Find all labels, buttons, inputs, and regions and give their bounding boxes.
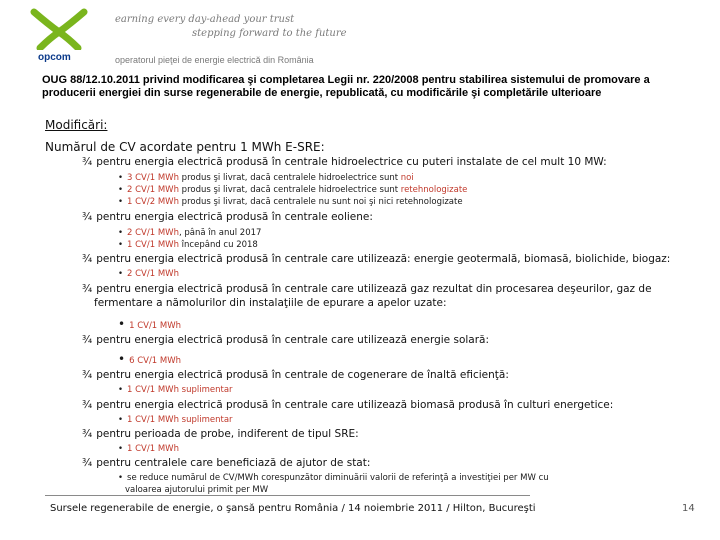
list-item (82, 156, 607, 168)
sub-item-text: , până în anul 2017 (178, 228, 262, 238)
quarter-marker: ¾ (82, 253, 93, 265)
cv-value: 3 CV/1 MWh (127, 173, 179, 183)
bullet: • (118, 240, 124, 250)
footer-text: Sursele regenerabile de energie, o şansă pentru România / 14 noiembrie 2011 / Hilton, Bucureşti (50, 503, 536, 514)
bullet: • (118, 444, 124, 454)
cv-value: 1 CV/2 MWh (127, 197, 179, 207)
sub-item-text-continued: valoarea ajutorului primit per MW (125, 485, 269, 495)
cv-value: 1 CV/1 MWh (129, 321, 182, 331)
tagline-2: stepping forward to the future (192, 28, 347, 39)
sub-item-text: produs şi livrat, dacă centralele nu sunt noi şi nici retehnologizate (178, 197, 463, 207)
sub-item-text: se reduce numărul de CV/MWh corespunzător diminuării valorii de referinţă a investiţiei per MW cu (127, 473, 549, 483)
item-text: pentru energia electrică produsă în centrale care utilizează biomasă produsă în culturi energetice: (96, 399, 614, 411)
cv-value: 2 CV/1 MWh (127, 269, 179, 279)
list-item (82, 428, 359, 440)
cv-value: 2 CV/1 MWh (127, 228, 179, 238)
item-text: pentru perioada de probe, indiferent de tipul SRE: (96, 428, 359, 440)
list-item (82, 253, 670, 265)
section-heading: Numărul de CV acordate pentru 1 MWh E-SRE: (45, 140, 325, 154)
footer-divider (45, 495, 530, 496)
bullet: • (118, 173, 124, 183)
slide-title: OUG 88/12.10.2011 privind modificarea şi completarea Legii nr. 220/2008 pentru stabilirea sistemului de promovare a producerii energiei din surse regenerabile de energie, republicată, cu modificările şi completările ulterioare (42, 74, 650, 99)
bullet: • (118, 415, 124, 425)
sub-list-item (118, 173, 414, 183)
sub-list-item (118, 228, 261, 238)
cv-value: 1 CV/1 MWh suplimentar (127, 385, 233, 395)
header-subtitle: operatorul pieţei de energie electrică din România (115, 55, 314, 65)
sub-list-item (118, 317, 181, 331)
item-text: pentru energia electrică produsă în centrale de cogenerare de înaltă eficienţă: (96, 369, 509, 381)
quarter-marker: ¾ (82, 334, 93, 346)
quarter-marker: ¾ (82, 428, 93, 440)
list-item (82, 211, 373, 223)
list-item (82, 399, 613, 411)
sub-list-item (118, 269, 179, 279)
item-text: pentru energia electrică produsă în centrale care utilizează gaz rezultat din procesarea deşeurilor, gaz de (96, 283, 652, 295)
sub-list-item (118, 415, 233, 425)
sub-list-item (118, 385, 233, 395)
quarter-marker: ¾ (82, 156, 93, 168)
page-number: 14 (682, 503, 695, 514)
item-text: pentru energia electrică produsă în centrale care utilizează: energie geotermală, biomasă, biolichide, biogaz: (96, 253, 671, 265)
bullet: • (118, 269, 124, 279)
bullet: • (118, 317, 126, 331)
bullet: • (118, 228, 124, 238)
item-text: pentru energia electrică produsă în centrale care utilizează energie solară: (96, 334, 490, 346)
logo (30, 8, 88, 50)
modificari-heading: Modificări: (45, 118, 108, 132)
quarter-marker: ¾ (82, 283, 93, 295)
opcom-logo-icon (30, 8, 88, 50)
cv-value: 6 CV/1 MWh (129, 356, 182, 366)
sub-list-item (118, 240, 258, 250)
sub-list-item (118, 185, 467, 195)
list-item (82, 334, 489, 346)
quarter-marker: ¾ (82, 399, 93, 411)
bullet: • (118, 185, 124, 195)
bullet: • (118, 473, 124, 483)
item-text-continued: fermentare a nămolurilor din instalaţiile de epurare a apelor uzate: (94, 297, 447, 309)
sub-item-text: produs şi livrat, dacă centralele hidroelectrice sunt (178, 173, 401, 183)
highlight-text: noi (400, 173, 414, 183)
cv-value: 1 CV/1 MWh (127, 240, 179, 250)
bullet: • (118, 352, 126, 366)
sub-list-item (118, 444, 179, 454)
sub-item-text: produs şi livrat, dacă centralele hidroelectrice sunt (178, 185, 401, 195)
tagline-1: earning every day-ahead your trust (115, 14, 295, 25)
quarter-marker: ¾ (82, 457, 93, 469)
cv-value: 1 CV/1 MWh suplimentar (127, 415, 233, 425)
list-item (82, 457, 370, 469)
list-item (82, 282, 682, 310)
item-text: pentru energia electrică produsă în centrale eoliene: (96, 211, 373, 223)
logo-text: opcom (38, 52, 71, 63)
sub-list-item (118, 472, 638, 496)
sub-item-text: începând cu 2018 (178, 240, 258, 250)
highlight-text: retehnologizate (400, 185, 468, 195)
quarter-marker: ¾ (82, 211, 93, 223)
cv-value: 2 CV/1 MWh (127, 185, 179, 195)
list-item (82, 369, 509, 381)
bullet: • (118, 385, 124, 395)
item-text: pentru centralele care beneficiază de ajutor de stat: (96, 457, 371, 469)
sub-list-item (118, 197, 463, 207)
sub-list-item (118, 352, 181, 366)
cv-value: 1 CV/1 MWh (127, 444, 179, 454)
item-text: pentru energia electrică produsă în centrale hidroelectrice cu puteri instalate de cel mult 10 MW: (96, 156, 607, 168)
quarter-marker: ¾ (82, 369, 93, 381)
bullet: • (118, 197, 124, 207)
